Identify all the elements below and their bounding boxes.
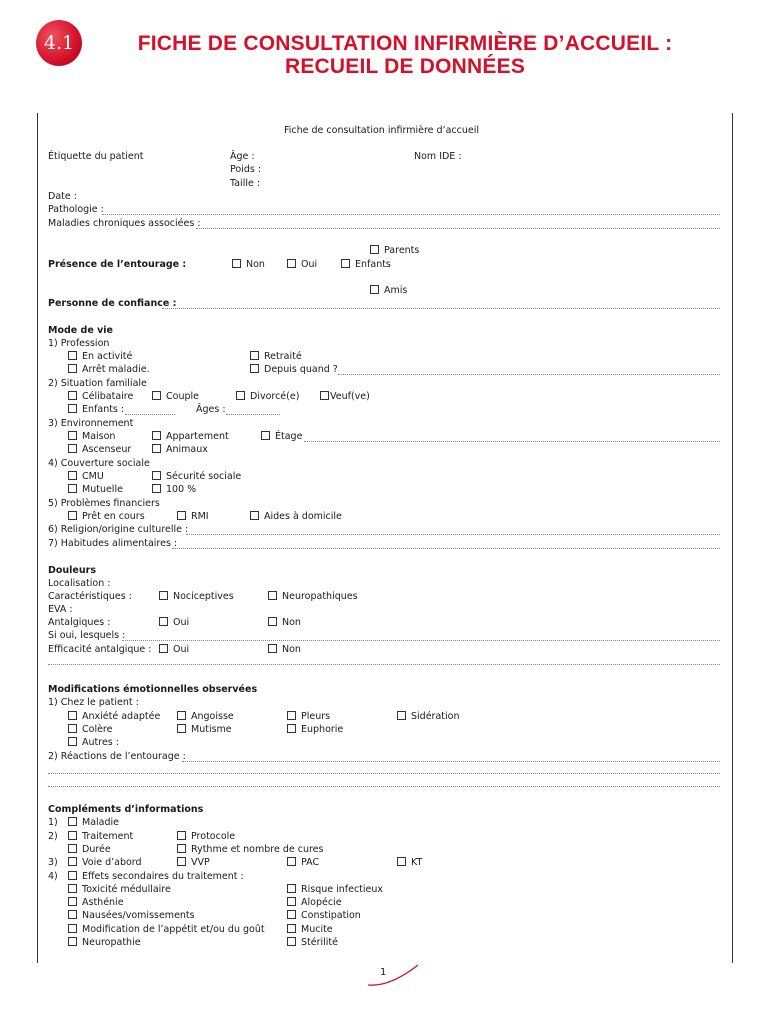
nausees-checkbox[interactable] bbox=[68, 910, 77, 919]
anxiete-option[interactable]: Anxiété adaptée bbox=[68, 711, 160, 722]
douleurs-extra-line[interactable] bbox=[48, 664, 720, 665]
voie-option[interactable]: Voie d’abord bbox=[68, 857, 142, 868]
maladie-option[interactable]: Maladie bbox=[68, 817, 119, 828]
neuropathiques-checkbox[interactable] bbox=[268, 591, 277, 600]
maison-option[interactable]: Maison bbox=[68, 431, 115, 442]
situation-label: 2) Situation familiale bbox=[48, 378, 147, 389]
couverture-label: 4) Couverture sociale bbox=[48, 458, 150, 469]
page-swoosh-icon bbox=[366, 963, 422, 989]
toxicite-checkbox[interactable] bbox=[68, 884, 77, 893]
euphorie-option[interactable]: Euphorie bbox=[287, 724, 343, 735]
voie-checkbox[interactable] bbox=[68, 857, 77, 866]
reactions-line[interactable] bbox=[182, 761, 720, 762]
mutuelle-option[interactable]: Mutuelle bbox=[68, 484, 123, 495]
mutuelle-checkbox[interactable] bbox=[68, 484, 77, 493]
ascenseur-checkbox[interactable] bbox=[68, 444, 77, 453]
cent-option[interactable]: 100 % bbox=[152, 484, 196, 495]
nom-ide-label: Nom IDE : bbox=[414, 151, 462, 162]
efficacite-label: Efficacité antalgique : bbox=[48, 644, 152, 655]
angoisse-option[interactable]: Angoisse bbox=[177, 711, 234, 722]
animaux-checkbox[interactable] bbox=[152, 444, 161, 453]
amis-checkbox[interactable] bbox=[370, 285, 379, 294]
appartement-checkbox[interactable] bbox=[152, 431, 161, 440]
enfants-count-checkbox[interactable] bbox=[68, 404, 77, 413]
sideration-option[interactable]: Sidération bbox=[397, 711, 459, 722]
amis-option[interactable]: Amis bbox=[370, 285, 407, 296]
pathologie-label: Pathologie : bbox=[48, 204, 104, 215]
antalgiques-oui-checkbox[interactable] bbox=[159, 617, 168, 626]
neuropathie-option[interactable]: Neuropathie bbox=[68, 937, 141, 948]
sterilite-checkbox[interactable] bbox=[287, 937, 296, 946]
pac-checkbox[interactable] bbox=[287, 857, 296, 866]
anxiete-checkbox[interactable] bbox=[68, 711, 77, 720]
lesquels-line[interactable] bbox=[122, 640, 720, 641]
habitudes-line[interactable] bbox=[172, 548, 720, 549]
entourage-non-option[interactable]: Non bbox=[232, 259, 265, 270]
vvp-checkbox[interactable] bbox=[177, 857, 186, 866]
protocole-checkbox[interactable] bbox=[177, 831, 186, 840]
asthenie-option[interactable]: Asthénie bbox=[68, 897, 124, 908]
pret-checkbox[interactable] bbox=[68, 511, 77, 520]
ages-line[interactable] bbox=[226, 414, 280, 415]
effets-option[interactable]: Effets secondaires du traitement : bbox=[68, 871, 244, 882]
nociceptives-option[interactable]: Nociceptives bbox=[159, 591, 234, 602]
caracteristiques-label: Caractéristiques : bbox=[48, 591, 132, 602]
taille-label: Taille : bbox=[230, 178, 261, 189]
page-title-line1: FICHE DE CONSULTATION INFIRMIÈRE D’ACCUEIL : bbox=[137, 32, 673, 55]
appartement-option[interactable]: Appartement bbox=[152, 431, 229, 442]
reactions-line-3[interactable] bbox=[48, 786, 720, 787]
efficacite-oui-checkbox[interactable] bbox=[159, 644, 168, 653]
chez-patient-label: 1) Chez le patient : bbox=[48, 697, 139, 708]
vvp-option[interactable]: VVP bbox=[177, 857, 210, 868]
maladies-label: Maladies chroniques associées : bbox=[48, 218, 201, 229]
etage-line[interactable] bbox=[304, 441, 720, 442]
effets-checkbox[interactable] bbox=[68, 871, 77, 880]
protocole-option[interactable]: Protocole bbox=[177, 831, 235, 842]
sideration-checkbox[interactable] bbox=[397, 711, 406, 720]
habitudes-label: 7) Habitudes alimentaires : bbox=[48, 538, 178, 549]
antalgiques-non-option[interactable]: Non bbox=[268, 617, 301, 628]
reactions-label: 2) Réactions de l’entourage : bbox=[48, 751, 186, 762]
ascenseur-option[interactable]: Ascenseur bbox=[68, 444, 131, 455]
veuf-checkbox[interactable] bbox=[320, 391, 329, 400]
divorce-checkbox[interactable] bbox=[236, 391, 245, 400]
alopecie-option[interactable]: Alopécie bbox=[287, 897, 342, 908]
item-number-2: 2) bbox=[48, 831, 58, 842]
celibataire-option[interactable]: Célibataire bbox=[68, 391, 133, 402]
eva-label: EVA : bbox=[48, 604, 73, 615]
form-title: Fiche de consultation infirmière d’accueil bbox=[284, 125, 479, 136]
divorce-option[interactable]: Divorcé(e) bbox=[236, 391, 299, 402]
secu-checkbox[interactable] bbox=[152, 471, 161, 480]
toxicite-option[interactable]: Toxicité médullaire bbox=[68, 884, 171, 895]
appetit-option[interactable]: Modification de l’appétit et/ou du goût bbox=[68, 924, 265, 935]
maison-checkbox[interactable] bbox=[68, 431, 77, 440]
enfants-count-line[interactable] bbox=[125, 414, 175, 415]
antalgiques-oui-option[interactable]: Oui bbox=[159, 617, 189, 628]
couple-option[interactable]: Couple bbox=[152, 391, 199, 402]
parents-option[interactable]: Parents bbox=[370, 245, 419, 256]
mucite-checkbox[interactable] bbox=[287, 924, 296, 933]
autres-option[interactable]: Autres : bbox=[68, 737, 119, 748]
religion-line[interactable] bbox=[186, 534, 720, 535]
cmu-option[interactable]: CMU bbox=[68, 471, 104, 482]
douleurs-heading: Douleurs bbox=[48, 565, 96, 576]
aides-option[interactable]: Aides à domicile bbox=[250, 511, 342, 522]
colere-option[interactable]: Colère bbox=[68, 724, 112, 735]
rmi-checkbox[interactable] bbox=[177, 511, 186, 520]
risque-checkbox[interactable] bbox=[287, 884, 296, 893]
pac-option[interactable]: PAC bbox=[287, 857, 319, 868]
confiance-label: Personne de confiance : bbox=[48, 298, 177, 309]
depuis-option[interactable]: Depuis quand ? bbox=[250, 364, 338, 375]
enfants-checkbox[interactable] bbox=[341, 259, 350, 268]
maladie-checkbox[interactable] bbox=[68, 817, 77, 826]
retraite-option[interactable]: Retraité bbox=[250, 351, 302, 362]
mutisme-option[interactable]: Mutisme bbox=[177, 724, 232, 735]
secu-option[interactable]: Sécurité sociale bbox=[152, 471, 241, 482]
rmi-option[interactable]: RMI bbox=[177, 511, 209, 522]
depuis-line[interactable] bbox=[338, 374, 720, 375]
pret-option[interactable]: Prêt en cours bbox=[68, 511, 145, 522]
page-number: 1 bbox=[380, 967, 387, 978]
neuropathiques-option[interactable]: Neuropathiques bbox=[268, 591, 358, 602]
constipation-checkbox[interactable] bbox=[287, 910, 296, 919]
couple-checkbox[interactable] bbox=[152, 391, 161, 400]
entourage-oui-option[interactable]: Oui bbox=[287, 259, 317, 270]
traitement-checkbox[interactable] bbox=[68, 831, 77, 840]
en-activite-option[interactable]: En activité bbox=[68, 351, 132, 362]
enfants-count-option[interactable]: Enfants : bbox=[68, 404, 124, 415]
en-activite-checkbox[interactable] bbox=[68, 351, 77, 360]
arret-option[interactable]: Arrêt maladie. bbox=[68, 364, 150, 375]
angoisse-checkbox[interactable] bbox=[177, 711, 186, 720]
sterilite-option[interactable]: Stérilité bbox=[287, 937, 338, 948]
lesquels-label: Si oui, lesquels : bbox=[48, 630, 126, 641]
appetit-checkbox[interactable] bbox=[68, 924, 77, 933]
efficacite-oui-option[interactable]: Oui bbox=[159, 644, 189, 655]
animaux-option[interactable]: Animaux bbox=[152, 444, 208, 455]
parents-checkbox[interactable] bbox=[370, 245, 379, 254]
enfants-option[interactable]: Enfants bbox=[341, 259, 391, 270]
emotions-heading: Modifications émotionnelles observées bbox=[48, 684, 258, 695]
kt-checkbox[interactable] bbox=[397, 857, 406, 866]
depuis-checkbox[interactable] bbox=[250, 364, 259, 373]
efficacite-non-option[interactable]: Non bbox=[268, 644, 301, 655]
item-number-4: 4) bbox=[48, 871, 58, 882]
pleurs-checkbox[interactable] bbox=[287, 711, 296, 720]
nausees-option[interactable]: Nausées/vomissements bbox=[68, 910, 195, 921]
entourage-label: Présence de l’entourage : bbox=[48, 259, 187, 270]
nociceptives-checkbox[interactable] bbox=[159, 591, 168, 600]
etage-option[interactable]: Étage bbox=[261, 431, 302, 442]
arret-checkbox[interactable] bbox=[68, 364, 77, 373]
neuropathie-checkbox[interactable] bbox=[68, 937, 77, 946]
kt-option[interactable]: KT bbox=[397, 857, 422, 868]
religion-label: 6) Religion/origine culturelle : bbox=[48, 524, 189, 535]
pleurs-option[interactable]: Pleurs bbox=[287, 711, 330, 722]
complements-heading: Compléments d’informations bbox=[48, 804, 204, 815]
age-label: Âge : bbox=[230, 151, 255, 162]
rythme-option[interactable]: Rythme et nombre de cures bbox=[177, 844, 323, 855]
etage-checkbox[interactable] bbox=[261, 431, 270, 440]
cent-checkbox[interactable] bbox=[152, 484, 161, 493]
section-badge: 4.1 bbox=[36, 20, 82, 66]
maladies-line[interactable] bbox=[196, 228, 720, 229]
item-number-1: 1) bbox=[48, 817, 58, 828]
alopecie-checkbox[interactable] bbox=[287, 897, 296, 906]
localisation-label: Localisation : bbox=[48, 578, 111, 589]
celibataire-checkbox[interactable] bbox=[68, 391, 77, 400]
constipation-option[interactable]: Constipation bbox=[287, 910, 361, 921]
colere-checkbox[interactable] bbox=[68, 724, 77, 733]
item-number-3: 3) bbox=[48, 857, 58, 868]
date-label: Date : bbox=[48, 191, 77, 202]
efficacite-non-checkbox[interactable] bbox=[268, 644, 277, 653]
duree-checkbox[interactable] bbox=[68, 844, 77, 853]
autres-checkbox[interactable] bbox=[68, 737, 77, 746]
environnement-label: 3) Environnement bbox=[48, 418, 134, 429]
mucite-option[interactable]: Mucite bbox=[287, 924, 333, 935]
antalgiques-non-checkbox[interactable] bbox=[268, 617, 277, 626]
antalgiques-label: Antalgiques : bbox=[48, 617, 111, 628]
rythme-checkbox[interactable] bbox=[177, 844, 186, 853]
profession-label: 1) Profession bbox=[48, 338, 110, 349]
pathologie-line[interactable] bbox=[102, 214, 720, 215]
euphorie-checkbox[interactable] bbox=[287, 724, 296, 733]
financiers-label: 5) Problèmes financiers bbox=[48, 498, 160, 509]
page-title-line2: RECUEIL DE DONNÉES bbox=[284, 55, 526, 78]
ages-label: Âges : bbox=[196, 404, 226, 415]
entourage-non-checkbox[interactable] bbox=[232, 259, 241, 268]
risque-option[interactable]: Risque infectieux bbox=[287, 884, 383, 895]
veuf-option[interactable]: Veuf(ve) bbox=[320, 391, 370, 402]
asthenie-checkbox[interactable] bbox=[68, 897, 77, 906]
poids-label: Poids : bbox=[230, 164, 262, 175]
cmu-checkbox[interactable] bbox=[68, 471, 77, 480]
reactions-line-2[interactable] bbox=[48, 773, 720, 774]
mutisme-checkbox[interactable] bbox=[177, 724, 186, 733]
traitement-option[interactable]: Traitement bbox=[68, 831, 133, 842]
aides-checkbox[interactable] bbox=[250, 511, 259, 520]
retraite-checkbox[interactable] bbox=[250, 351, 259, 360]
duree-option[interactable]: Durée bbox=[68, 844, 111, 855]
entourage-oui-checkbox[interactable] bbox=[287, 259, 296, 268]
mode-de-vie-heading: Mode de vie bbox=[48, 325, 113, 336]
patient-label: Étiquette du patient bbox=[48, 151, 144, 162]
confiance-line[interactable] bbox=[162, 308, 720, 309]
